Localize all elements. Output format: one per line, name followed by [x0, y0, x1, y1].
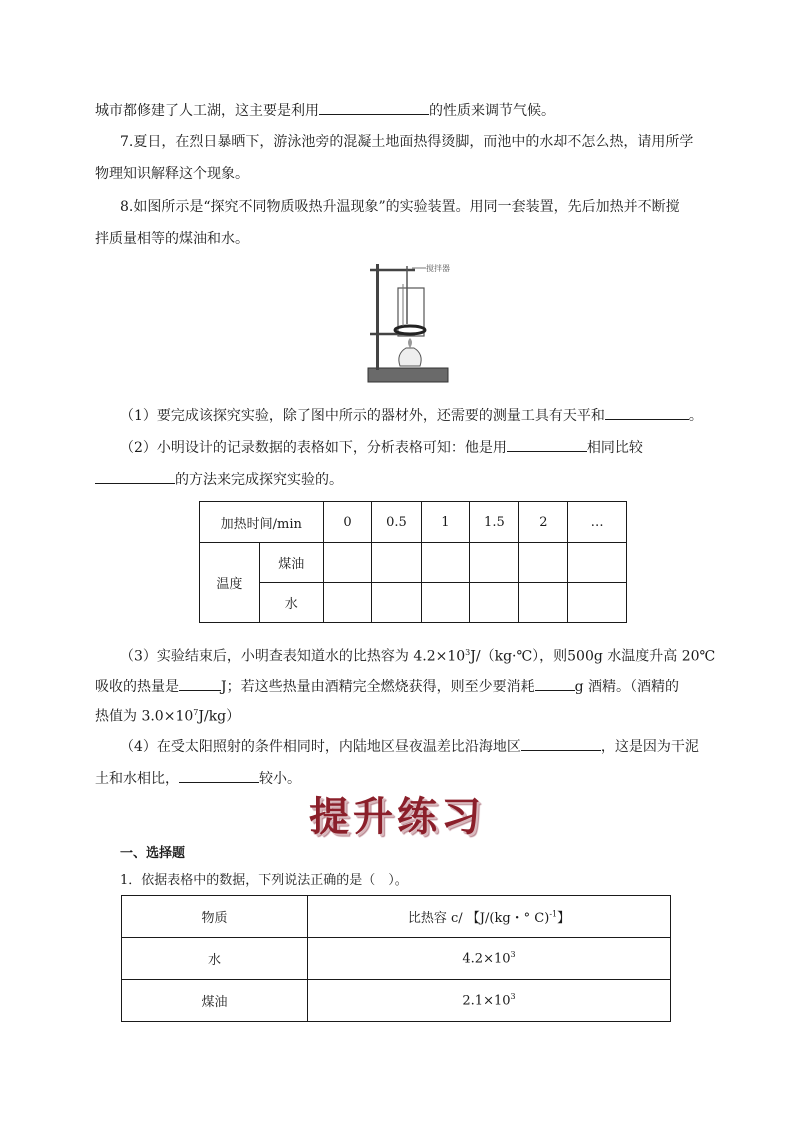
data-cell[interactable]	[372, 583, 421, 623]
q8-intro-line2: 拌质量相等的煤油和水。	[95, 231, 249, 247]
q7-line1: 7.夏日，在烈日暴晒下，游泳池旁的混凝土地面热得烫脚，而池中的水却不怎么热，请用所学	[120, 134, 694, 150]
table-row	[200, 543, 627, 583]
table-row	[122, 938, 671, 980]
data-cell[interactable]	[372, 543, 421, 583]
data-cell[interactable]	[519, 543, 568, 583]
apparatus-base	[368, 368, 448, 382]
table-header-row	[200, 502, 627, 543]
q8-part4-text-b: ，这是因为干泥	[600, 739, 699, 755]
q8-part2-text-c: 的方法来完成探究实验的。	[175, 472, 343, 488]
data-cell[interactable]	[323, 543, 372, 583]
q8-part1-text: （1）要完成该探究实验，除了图中所示的器材外，还需要的测量工具有天平和	[120, 408, 605, 424]
q6-blank[interactable]	[319, 99, 429, 115]
value-cell	[308, 938, 671, 980]
stand-rod	[376, 264, 379, 370]
beaker	[398, 288, 424, 336]
value-exponent: 3	[510, 950, 516, 960]
time-cell: 0	[323, 502, 372, 543]
q8-part3-text-g: J/kg）	[198, 708, 241, 725]
q8-part3-text-e: g 酒精。（酒精的	[574, 679, 680, 695]
data-cell[interactable]	[470, 543, 519, 583]
q8-part1	[120, 404, 703, 426]
q8-part4-text-c: 土和水相比，	[95, 771, 179, 787]
temperature-label-cell: 温度	[200, 543, 260, 623]
specific-heat-header-end: 】	[557, 911, 571, 926]
data-cell[interactable]	[519, 583, 568, 623]
q8-part3-text-b: J/（kg·℃），则500g 水温度升高 20℃	[470, 648, 716, 665]
q8-part2-blank1[interactable]	[507, 436, 587, 452]
q8-part2-text-b: 相同比较	[586, 440, 643, 456]
substance-cell: 煤油	[122, 980, 308, 1022]
data-cell[interactable]	[421, 543, 470, 583]
alcohol-lamp	[399, 348, 421, 366]
substance-header-cell: 物质	[122, 896, 308, 938]
q8-part3-text-f: 热值为 3.0×10	[95, 708, 194, 725]
q8-part1-end: 。	[688, 408, 703, 424]
substance-cell: 水	[122, 938, 308, 980]
time-cell: 1.5	[470, 502, 519, 543]
table-row	[122, 980, 671, 1022]
data-cell[interactable]	[421, 583, 470, 623]
time-cell: 1	[421, 502, 470, 543]
q8-part2-blank2[interactable]	[95, 468, 175, 484]
q8-part4-text-d: 较小。	[259, 771, 301, 787]
q8-part3-text-c: 吸收的热量是	[95, 679, 179, 695]
time-cell: …	[568, 502, 627, 543]
q8-part2-text-a: （2）小明设计的记录数据的表格如下，分析表格可知：他是用	[120, 440, 507, 456]
q8-part4-blank1[interactable]	[521, 735, 601, 751]
q8-part3-line2	[95, 675, 679, 697]
banner-title: 提升练习	[309, 793, 485, 840]
q8-part2-line2	[95, 468, 343, 490]
q8-record-table	[199, 501, 627, 623]
support-ring	[395, 326, 425, 334]
water-label-cell: 水	[259, 583, 323, 623]
experiment-apparatus-figure	[360, 254, 460, 389]
specific-heat-header-exponent: -1	[549, 909, 558, 919]
q8-part4-text-a: （4）在受太阳照射的条件相同时，内陆地区昼夜温差比沿海地区	[120, 739, 521, 755]
q8-intro-line1: 8.如图所示是“探究不同物质吸热升温现象”的实验装置。用同一套装置，先后加热并不断搅	[120, 199, 680, 215]
q6-text-b: 的性质来调节气候。	[429, 103, 555, 119]
q8-part3-blank2[interactable]	[535, 675, 575, 691]
q8-part3-blank1[interactable]	[179, 675, 221, 691]
q8-part2-line1	[120, 436, 643, 458]
stirrer-label: 搅拌器	[426, 264, 450, 273]
q6-text-a: 城市都修建了人工湖，这主要是利用	[95, 103, 319, 119]
section-title: 一、选择题	[120, 846, 186, 861]
specific-heat-header-text: 比热容 c/ 【J/(kg・° C)	[407, 911, 550, 926]
q8-part3-line3	[95, 703, 240, 727]
q1-stem: 1．依据表格中的数据，下列说法正确的是（ ）。	[120, 873, 408, 888]
data-cell[interactable]	[323, 583, 372, 623]
q6-line	[95, 99, 555, 121]
q8-part3-text-d: J；若这些热量由酒精完全燃烧获得，则至少要消耗	[221, 679, 535, 695]
q8-part3-line1	[120, 643, 715, 667]
flame	[408, 338, 412, 348]
value-text: 2.1×10	[462, 993, 511, 1009]
time-cell: 0.5	[372, 502, 421, 543]
q7-line2: 物理知识解释这个现象。	[95, 166, 249, 182]
time-header-cell: 加热时间/min	[200, 502, 324, 543]
q8-part4-blank2[interactable]	[179, 767, 259, 783]
specific-heat-header-cell	[308, 896, 671, 938]
q8-part4-line1	[120, 735, 699, 757]
q8-part3-exponent2: 7	[193, 708, 199, 717]
data-cell[interactable]	[470, 583, 519, 623]
table-header-row	[122, 896, 671, 938]
q8-part1-blank[interactable]	[605, 404, 689, 420]
value-exponent: 3	[510, 992, 516, 1002]
value-text: 4.2×10	[462, 951, 511, 967]
data-cell[interactable]	[568, 583, 627, 623]
specific-heat-table	[121, 895, 671, 1022]
value-cell	[308, 980, 671, 1022]
data-cell[interactable]	[568, 543, 627, 583]
q8-part3-exponent: 3	[465, 648, 471, 657]
kerosene-label-cell: 煤油	[259, 543, 323, 583]
table-row	[200, 583, 627, 623]
q8-part3-text-a: （3）实验结束后，小明查表知道水的比热容为 4.2×10	[120, 648, 466, 665]
time-cell: 2	[519, 502, 568, 543]
